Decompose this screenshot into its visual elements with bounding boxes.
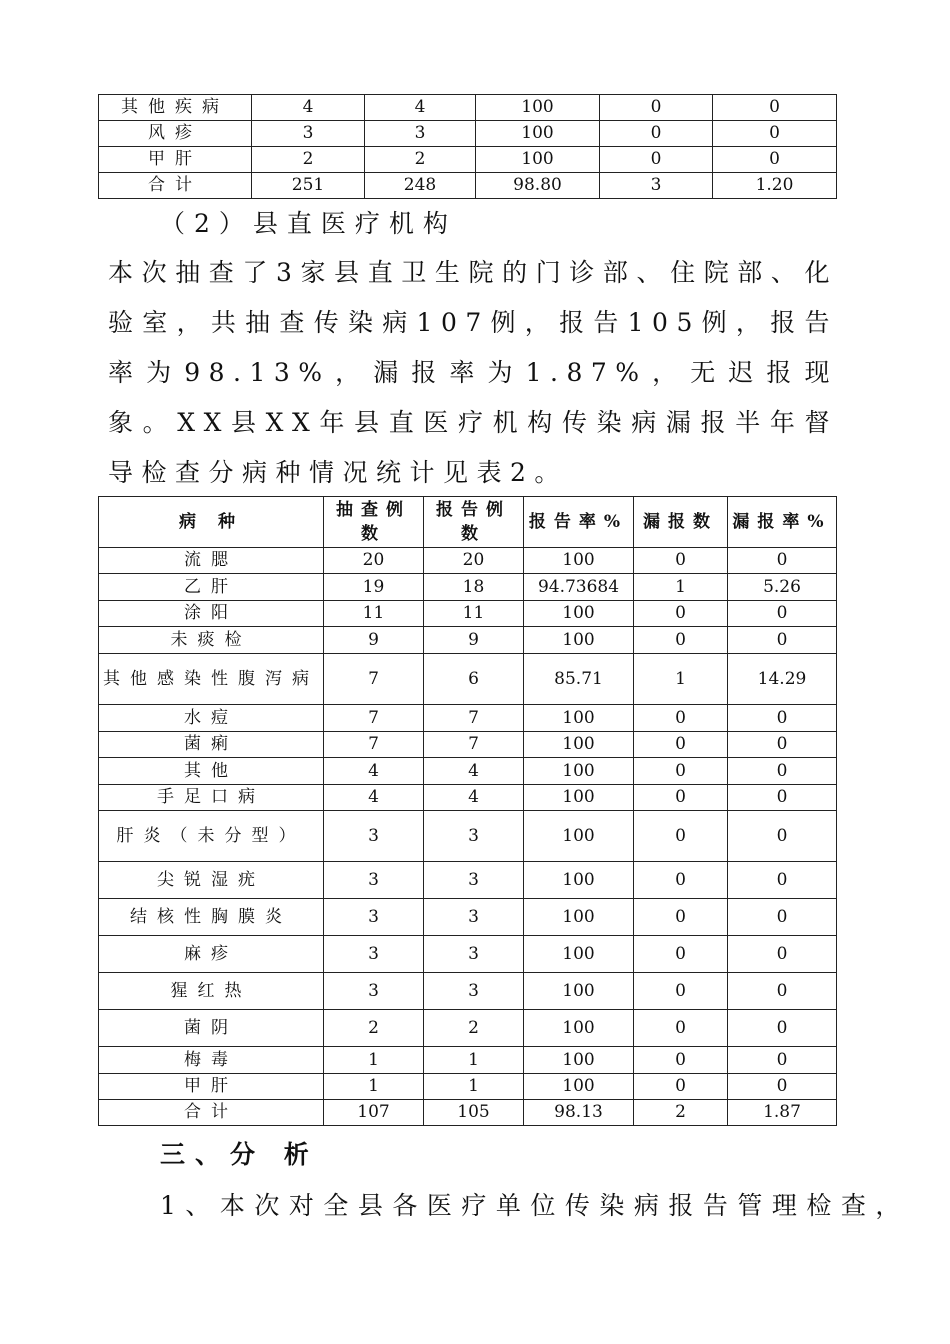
value-cell: 100 [476, 147, 600, 173]
disease-name-cell: 菌痢 [99, 732, 324, 758]
value-cell: 3 [424, 899, 524, 936]
value-cell: 100 [524, 548, 634, 574]
header-missed-count: 漏报数 [634, 497, 728, 548]
value-cell: 0 [600, 121, 713, 147]
table-row [99, 705, 837, 732]
disease-name-cell: 其他 [99, 758, 324, 785]
value-cell: 0 [728, 936, 837, 973]
value-cell: 0 [634, 1047, 728, 1074]
disease-name-cell: 其他感染性腹泻病 [99, 654, 324, 705]
value-cell: 0 [634, 732, 728, 758]
table-row [99, 574, 837, 601]
disease-name-cell: 合计 [99, 173, 252, 199]
section-2-heading: （2）县直医疗机构 [160, 209, 457, 238]
value-cell: 1 [634, 654, 728, 705]
value-cell: 0 [728, 785, 837, 811]
section-3-paragraph: 1、本次对全县各医疗单位传染病报告管理检查， [160, 1191, 910, 1220]
value-cell: 100 [524, 936, 634, 973]
value-cell: 19 [324, 574, 424, 601]
value-cell: 2 [424, 1010, 524, 1047]
table-row [99, 548, 837, 574]
value-cell: 7 [324, 654, 424, 705]
table-row [99, 121, 837, 147]
value-cell: 4 [252, 95, 365, 121]
value-cell: 100 [524, 601, 634, 627]
table-row [99, 785, 837, 811]
value-cell: 0 [634, 758, 728, 785]
value-cell: 3 [324, 862, 424, 899]
value-cell: 100 [524, 1074, 634, 1100]
value-cell: 0 [728, 627, 837, 654]
value-cell: 100 [524, 705, 634, 732]
value-cell: 0 [634, 862, 728, 899]
value-cell: 14.29 [728, 654, 837, 705]
header-missed-rate: 漏报率% [728, 497, 837, 548]
value-cell: 0 [713, 147, 837, 173]
table-row [99, 95, 837, 121]
disease-name-cell: 其他疾病 [99, 95, 252, 121]
header-sampled-cases: 抽查例数 [324, 497, 424, 548]
value-cell: 3 [424, 936, 524, 973]
table-row [99, 862, 837, 899]
value-cell: 0 [634, 1074, 728, 1100]
value-cell: 4 [324, 758, 424, 785]
table-2 [98, 496, 837, 1126]
disease-name-cell: 尖锐湿疣 [99, 862, 324, 899]
value-cell: 0 [600, 95, 713, 121]
disease-name-cell: 甲肝 [99, 147, 252, 173]
disease-name-cell: 乙肝 [99, 574, 324, 601]
value-cell: 11 [324, 601, 424, 627]
value-cell: 0 [728, 1047, 837, 1074]
table-row [99, 1047, 837, 1074]
value-cell: 1 [634, 574, 728, 601]
value-cell: 0 [634, 705, 728, 732]
value-cell: 5.26 [728, 574, 837, 601]
disease-name-cell: 菌阴 [99, 1010, 324, 1047]
table-row [99, 811, 837, 862]
value-cell: 98.13 [524, 1100, 634, 1126]
header-reported-cases: 报告例数 [424, 497, 524, 548]
value-cell: 251 [252, 173, 365, 199]
table-row [99, 1100, 837, 1126]
value-cell: 20 [324, 548, 424, 574]
value-cell: 7 [324, 705, 424, 732]
value-cell: 9 [324, 627, 424, 654]
disease-name-cell: 涂阳 [99, 601, 324, 627]
value-cell: 100 [524, 785, 634, 811]
value-cell: 0 [634, 785, 728, 811]
value-cell: 1.20 [713, 173, 837, 199]
value-cell: 100 [476, 121, 600, 147]
table-row [99, 732, 837, 758]
value-cell: 1 [324, 1074, 424, 1100]
value-cell: 100 [524, 899, 634, 936]
value-cell: 0 [728, 601, 837, 627]
value-cell: 0 [634, 1010, 728, 1047]
table-row [99, 899, 837, 936]
value-cell: 100 [524, 862, 634, 899]
value-cell: 3 [252, 121, 365, 147]
value-cell: 0 [728, 862, 837, 899]
value-cell: 100 [524, 973, 634, 1010]
value-cell: 100 [524, 811, 634, 862]
value-cell: 98.80 [476, 173, 600, 199]
value-cell: 105 [424, 1100, 524, 1126]
value-cell: 0 [634, 899, 728, 936]
value-cell: 3 [324, 936, 424, 973]
value-cell: 248 [365, 173, 476, 199]
table-row [99, 654, 837, 705]
value-cell: 0 [634, 973, 728, 1010]
disease-name-cell: 手足口病 [99, 785, 324, 811]
value-cell: 0 [634, 936, 728, 973]
value-cell: 0 [713, 121, 837, 147]
table-row [99, 1074, 837, 1100]
disease-name-cell: 结核性胸膜炎 [99, 899, 324, 936]
value-cell: 0 [728, 548, 837, 574]
value-cell: 100 [524, 1010, 634, 1047]
disease-name-cell: 风疹 [99, 121, 252, 147]
value-cell: 1 [324, 1047, 424, 1074]
value-cell: 3 [324, 811, 424, 862]
disease-name-cell: 肝炎（未分型） [99, 811, 324, 862]
section-3-heading: 三、分 析 [160, 1140, 319, 1169]
value-cell: 7 [424, 705, 524, 732]
value-cell: 7 [324, 732, 424, 758]
value-cell: 0 [728, 973, 837, 1010]
value-cell: 2 [324, 1010, 424, 1047]
value-cell: 0 [728, 811, 837, 862]
table-row [99, 147, 837, 173]
value-cell: 100 [524, 1047, 634, 1074]
table-row [99, 601, 837, 627]
value-cell: 85.71 [524, 654, 634, 705]
value-cell: 4 [424, 758, 524, 785]
value-cell: 0 [634, 548, 728, 574]
value-cell: 1 [424, 1047, 524, 1074]
table-row [99, 936, 837, 973]
value-cell: 3 [424, 862, 524, 899]
disease-name-cell: 流腮 [99, 548, 324, 574]
value-cell: 0 [728, 899, 837, 936]
value-cell: 11 [424, 601, 524, 627]
value-cell: 3 [424, 973, 524, 1010]
value-cell: 20 [424, 548, 524, 574]
value-cell: 0 [634, 811, 728, 862]
section-2-paragraph: 本次抽查了3家县直卫生院的门诊部、住院部、化验室，共抽查传染病107例，报告105例，报告率为98.13%，漏报率为1.87%，无迟报现象。XX县XX年县直医疗机构传染病漏报半年督导检查分病种情况统计见表2。 [108, 258, 838, 487]
value-cell: 0 [713, 95, 837, 121]
value-cell: 18 [424, 574, 524, 601]
table-row [99, 758, 837, 785]
value-cell: 100 [476, 95, 600, 121]
value-cell: 4 [324, 785, 424, 811]
value-cell: 0 [634, 601, 728, 627]
value-cell: 0 [728, 1074, 837, 1100]
value-cell: 0 [728, 732, 837, 758]
value-cell: 4 [424, 785, 524, 811]
table-row [99, 973, 837, 1010]
value-cell: 0 [728, 758, 837, 785]
table-row [99, 1010, 837, 1047]
value-cell: 6 [424, 654, 524, 705]
value-cell: 7 [424, 732, 524, 758]
disease-name-cell: 麻疹 [99, 936, 324, 973]
value-cell: 4 [365, 95, 476, 121]
header-disease: 病 种 [99, 497, 324, 548]
value-cell: 107 [324, 1100, 424, 1126]
value-cell: 0 [600, 147, 713, 173]
value-cell: 100 [524, 627, 634, 654]
table-row [99, 173, 837, 199]
disease-name-cell: 水痘 [99, 705, 324, 732]
disease-name-cell: 甲肝 [99, 1074, 324, 1100]
value-cell: 3 [424, 811, 524, 862]
value-cell: 3 [600, 173, 713, 199]
disease-name-cell: 未痰检 [99, 627, 324, 654]
value-cell: 9 [424, 627, 524, 654]
disease-name-cell: 合计 [99, 1100, 324, 1126]
value-cell: 100 [524, 732, 634, 758]
header-report-rate: 报告率% [524, 497, 634, 548]
value-cell: 0 [728, 1010, 837, 1047]
value-cell: 2 [634, 1100, 728, 1126]
value-cell: 3 [365, 121, 476, 147]
disease-name-cell: 梅毒 [99, 1047, 324, 1074]
value-cell: 0 [634, 627, 728, 654]
value-cell: 94.73684 [524, 574, 634, 601]
value-cell: 3 [324, 899, 424, 936]
table-row [99, 627, 837, 654]
value-cell: 1.87 [728, 1100, 837, 1126]
disease-name-cell: 猩红热 [99, 973, 324, 1010]
value-cell: 100 [524, 758, 634, 785]
value-cell: 0 [728, 705, 837, 732]
value-cell: 1 [424, 1074, 524, 1100]
table-1-continued [98, 94, 837, 199]
value-cell: 2 [252, 147, 365, 173]
value-cell: 3 [324, 973, 424, 1010]
value-cell: 2 [365, 147, 476, 173]
